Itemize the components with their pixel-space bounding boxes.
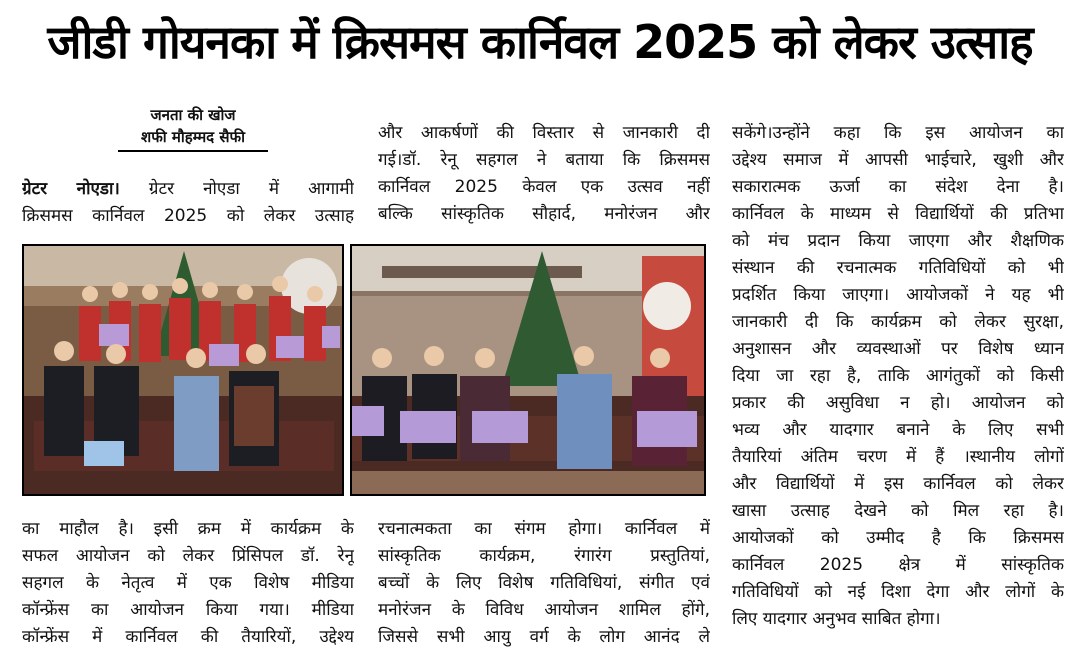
headline: जीडी गोयनका में क्रिसमस कार्निवल 2025 को लेकर उत्साह	[47, 15, 1033, 69]
text-line: प्रदर्शित किया जाएगा। आयोजकों ने यह भी	[732, 285, 1064, 305]
text-line: और विद्यार्थियों में इस कार्निवल को लेकर	[732, 474, 1064, 494]
text-line: भव्य और यादगार बनाने के लिए सभी	[732, 420, 1064, 440]
text-line: खासा उत्साह देखने को मिल रहा है।	[732, 501, 1064, 521]
text-line: सहगल के नेतृत्व में एक विशेष मीडिया	[22, 573, 354, 593]
text-line: प्रकार की असुविधा न हो। आयोजन को	[732, 393, 1064, 413]
text-line: मनोरंजन के विविध आयोजन शामिल होंगे,	[378, 600, 710, 620]
text-line: उद्देश्य समाज में आपसी भाईचारे, खुशी और	[732, 150, 1064, 170]
column-2-bottom	[378, 516, 710, 651]
text-line: कॉन्फ्रेंस का आयोजन किया गया। मीडिया	[22, 600, 354, 620]
text-line: कार्निवल 2025 केवल एक उत्सव नहीं	[378, 177, 710, 197]
byline-rule	[118, 150, 268, 152]
text-line: बल्कि सांस्कृतिक सौहार्द, मनोरंजन और	[378, 204, 710, 224]
text-line: लिए यादगार अनुभव साबित होगा।	[732, 609, 941, 629]
photo-media-conference-image	[352, 246, 704, 494]
column-2-top	[378, 120, 710, 228]
text-line: बच्चों के लिए विशेष गतिविधियां, संगीत एवं	[378, 573, 710, 593]
text-line: कार्निवल 2025 क्षेत्र में सांस्कृतिक	[732, 555, 1064, 575]
dateline: ग्रेटर नोएडा।	[22, 179, 120, 199]
byline-author: शफी मौहम्मद सैफी	[141, 128, 245, 146]
text-line: कार्निवल के माध्यम से विद्यार्थियों की प्रतिभा	[732, 204, 1064, 224]
text-line: सांस्कृतिक कार्यक्रम, रंगारंग प्रस्तुतियां,	[378, 546, 710, 566]
text-line: आयोजकों को उम्मीद है कि क्रिसमस	[732, 528, 1064, 548]
column-3	[732, 120, 1064, 633]
text-line: संस्थान की रचनात्मक गतिविधियों को भी	[732, 258, 1064, 278]
column-1-top	[22, 176, 354, 230]
text-line: कॉन्फ्रेंस में कार्निवल की तैयारियों, उद्देश्य	[22, 627, 354, 647]
text-line: क्रिसमस कार्निवल 2025 को लेकर उत्साह	[22, 206, 354, 226]
text-line: सकारात्मक ऊर्जा का संदेश देना है।	[732, 177, 1064, 197]
text-line: दिया जा रहा है, ताकि आगंतुकों को किसी	[732, 366, 1064, 386]
text-line: जिससे सभी आयु वर्ग के लोग आनंद ले	[378, 627, 710, 647]
text-line: गतिविधियों को नई दिशा देगा और लोगों के	[732, 582, 1064, 602]
text-line: गई।डॉ. रेनू सहगल ने बताया कि क्रिसमस	[378, 150, 710, 170]
text-line: तैयारियां अंतिम चरण में हैं ।स्थानीय लोगों	[732, 447, 1064, 467]
photo-students-group-image	[24, 246, 342, 494]
text-line: सफल आयोजन को लेकर प्रिंसिपल डॉ. रेनू	[22, 546, 354, 566]
text-line-content: ग्रेटर नोएडा में आगामी	[148, 179, 354, 199]
text-line: अनुशासन और व्यवस्थाओं पर विशेष ध्यान	[732, 339, 1064, 359]
text-line: रचनात्मकता का संगम होगा। कार्निवल में	[378, 519, 710, 539]
photo-students-group	[22, 244, 344, 496]
text-line: और आकर्षणों की विस्तार से जानकारी दी	[378, 123, 710, 143]
byline	[118, 104, 268, 152]
photo-media-conference	[350, 244, 706, 496]
text-line: को मंच प्रदान किया जाएगा और शैक्षणिक	[732, 231, 1064, 251]
text-line: जानकारी दी कि कार्यक्रम को लेकर सुरक्षा,	[732, 312, 1064, 332]
text-line: सकेंगे।उन्होंने कहा कि इस आयोजन का	[732, 123, 1064, 143]
text-line: का माहौल है। इसी क्रम में कार्यक्रम के	[22, 519, 354, 539]
column-1-bottom	[22, 516, 354, 651]
text-line	[22, 176, 354, 203]
byline-source: जनता की खोज	[150, 106, 236, 124]
